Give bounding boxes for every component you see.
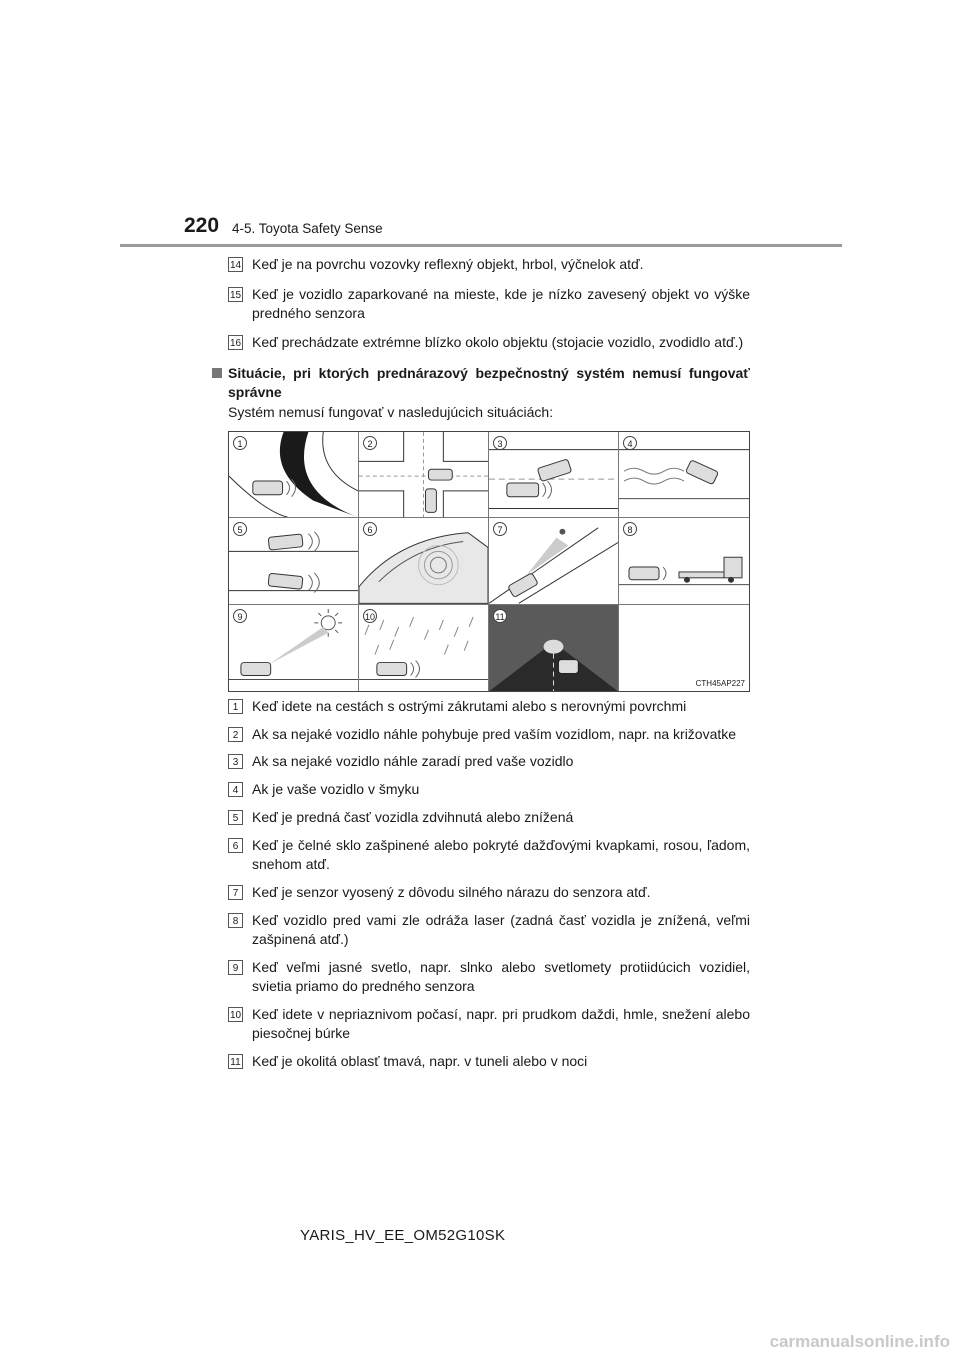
list-item (228, 780, 750, 799)
watermark: carmanualsonline.info (769, 1332, 950, 1351)
page-number: 220 (184, 214, 220, 237)
footer-manual-code: YARIS_HV_EE_OM52G10SK (300, 1227, 506, 1244)
sub-heading-text: Situácie, pri ktorých prednárazový bezpečnostný systém nemusí fungovať správne (228, 365, 750, 400)
cell-number: 8 (623, 522, 637, 536)
figure-cell-5 (229, 518, 359, 604)
section-title: 4-5. Toyota Safety Sense (232, 221, 383, 236)
misaligned-sensor-illustration (489, 518, 618, 603)
sub-heading (212, 364, 750, 402)
bright-light-illustration (229, 605, 358, 691)
list-item (228, 883, 750, 902)
item-text: Keď idete na cestách s ostrými zákrutami alebo s nerovnými povrchmi (252, 698, 687, 714)
list-item (228, 697, 750, 716)
list-item (228, 1005, 750, 1043)
item-text: Keď je predná časť vozidla zdvihnutá alebo znížená (252, 809, 574, 825)
list-item (228, 725, 750, 744)
item-number: 10 (228, 1007, 243, 1022)
header-rule (120, 244, 842, 247)
item-text: Keď je čelné sklo zašpinené alebo pokryté dažďovými kvapkami, rosou, ľadom, snehom atď. (252, 837, 750, 872)
figure-cell-8 (619, 518, 749, 604)
dark-tunnel-illustration (489, 605, 618, 691)
item-text: Keď je okolitá oblasť tmavá, napr. v tuneli alebo v noci (252, 1053, 588, 1069)
cell-number: 5 (233, 522, 247, 536)
item-number: 6 (228, 838, 243, 853)
item-text: Keď je na povrchu vozovky reflexný objekt, hrbol, výčnelok atď. (252, 256, 644, 272)
item-number: 8 (228, 913, 243, 928)
list-item (228, 255, 750, 274)
item-text: Ak je vaše vozidlo v šmyku (252, 781, 420, 797)
item-text: Keď veľmi jasné svetlo, napr. slnko alebo svetlomety protiidúcich vozidiel, svietia priamo do predného senzora (252, 959, 750, 994)
cell-number: 11 (493, 609, 507, 623)
figure-cell-6 (359, 518, 489, 604)
sharp-curve-illustration (229, 432, 358, 517)
item-number: 7 (228, 885, 243, 900)
figure-cell-1 (229, 432, 359, 518)
figure-cell-4 (619, 432, 749, 518)
figure-code: CTH45AP227 (695, 679, 745, 688)
cell-number: 6 (363, 522, 377, 536)
cell-number: 2 (363, 436, 377, 450)
item-text: Keď prechádzate extrémne blízko okolo objektu (stojacie vozidlo, zvodidlo atď.) (252, 334, 744, 350)
item-number: 5 (228, 810, 243, 825)
list-item (228, 911, 750, 949)
figure-cell-10 (359, 605, 489, 691)
list-item (228, 752, 750, 771)
item-number: 4 (228, 782, 243, 797)
bad-weather-illustration (359, 605, 488, 691)
item-number: 11 (228, 1054, 243, 1069)
square-bullet-icon (212, 368, 222, 378)
list-item (228, 836, 750, 874)
item-number: 15 (228, 287, 243, 302)
raised-front-illustration (229, 518, 358, 603)
item-number: 2 (228, 727, 243, 742)
item-text: Ak sa nejaké vozidlo náhle zaradí pred vaše vozidlo (252, 753, 574, 769)
item-text: Keď idete v nepriaznivom počasí, napr. pri prudkom daždi, hmle, snežení alebo piesočnej búrke (252, 1006, 750, 1041)
illustration-figure (228, 431, 750, 692)
list-item (228, 808, 750, 827)
situations-list (228, 697, 750, 1071)
list-item (228, 285, 750, 323)
figure-cell-3 (489, 432, 619, 518)
intro-text: Systém nemusí fungovať v nasledujúcich situáciách: (228, 404, 554, 420)
figure-cell-7 (489, 518, 619, 604)
item-text: Keď vozidlo pred vami zle odráža laser (zadná časť vozidla je znížená, veľmi zašpinená atď.) (252, 912, 750, 947)
cell-number: 9 (233, 609, 247, 623)
item-number: 3 (228, 754, 243, 769)
dirty-windshield-illustration (359, 518, 488, 603)
cell-number: 10 (363, 609, 377, 623)
figure-cell-11 (489, 605, 619, 691)
figure-cell-9 (229, 605, 359, 691)
top-items-list (228, 255, 750, 352)
item-number: 16 (228, 335, 243, 350)
cut-in-illustration (489, 432, 618, 517)
list-item (228, 333, 750, 352)
skid-illustration (619, 432, 749, 517)
figure-cell-2 (359, 432, 489, 518)
item-text: Keď je senzor vyosený z dôvodu silného nárazu do senzora atď. (252, 884, 651, 900)
cell-number: 7 (493, 522, 507, 536)
poor-reflection-illustration (619, 518, 749, 603)
item-number: 9 (228, 960, 243, 975)
intersection-illustration (359, 432, 488, 517)
cell-number: 4 (623, 436, 637, 450)
item-text: Ak sa nejaké vozidlo náhle pohybuje pred vaším vozidlom, napr. na križovatke (252, 726, 737, 742)
item-number: 14 (228, 257, 243, 272)
item-number: 1 (228, 699, 243, 714)
cell-number: 3 (493, 436, 507, 450)
list-item (228, 958, 750, 996)
item-text: Keď je vozidlo zaparkované na mieste, kde je nízko zavesený objekt vo výške predného senzora (252, 286, 750, 321)
cell-number: 1 (233, 436, 247, 450)
list-item (228, 1052, 750, 1071)
